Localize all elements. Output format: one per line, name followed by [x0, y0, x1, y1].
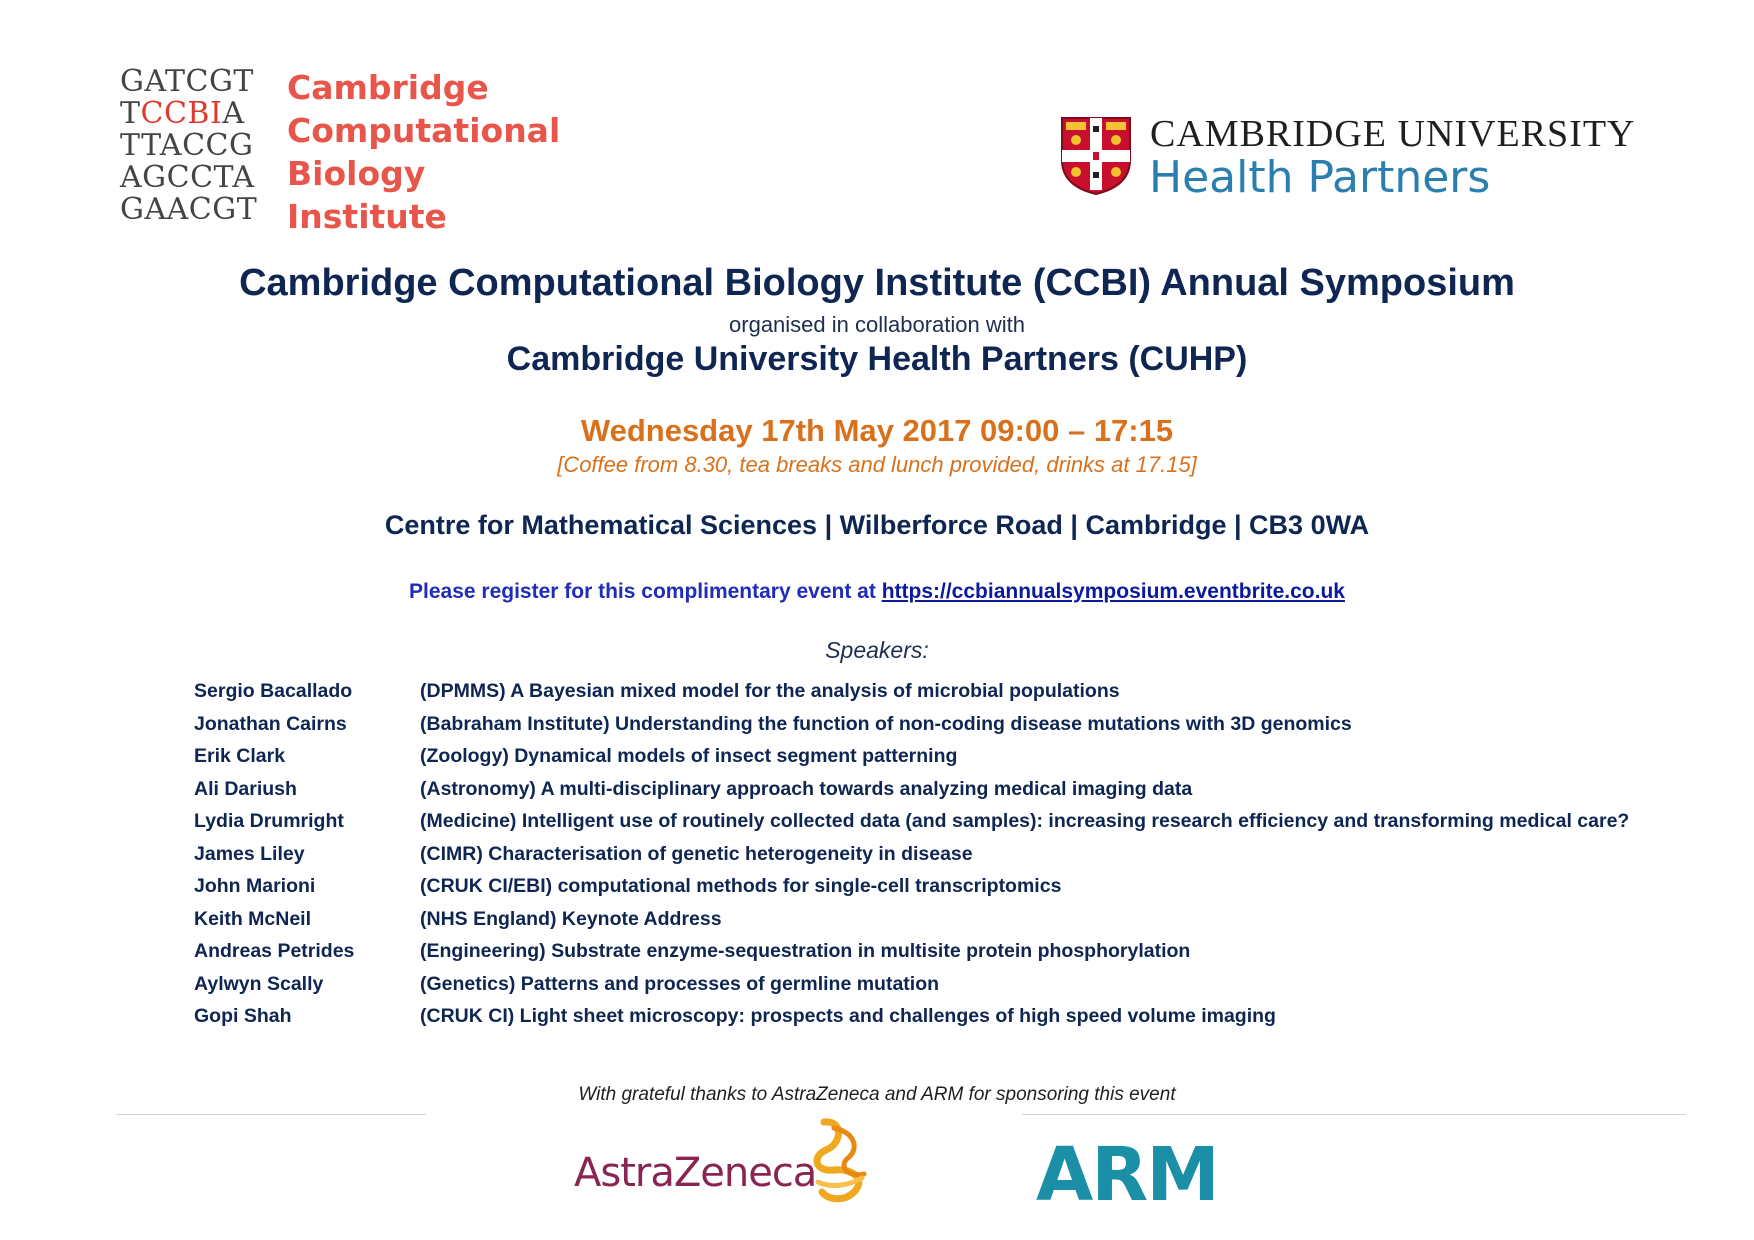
- dna-line-5: GAACGT: [120, 192, 258, 227]
- astrazeneca-swirl-icon: [804, 1118, 876, 1208]
- organised-line: organised in collaboration with: [729, 312, 1025, 337]
- dna-line-4: AGCCTA: [120, 160, 255, 195]
- cuhp-logo: [1060, 114, 1680, 204]
- ccbi-word-3: Biology: [287, 154, 426, 193]
- cuhp-name: CAMBRIDGE UNIVERSITY: [1150, 113, 1636, 155]
- speaker-talk: (DPMMS) A Bayesian mixed model for the analysis of microbial populations: [420, 680, 1120, 702]
- speaker-talk: (CIMR) Characterisation of genetic heterogeneity in disease: [420, 842, 973, 865]
- speaker-row: [194, 778, 1674, 811]
- registration-line: [0, 580, 1754, 604]
- ccbi-word-1: Cambridge: [287, 68, 489, 107]
- speaker-name: Keith McNeil: [194, 907, 312, 930]
- speaker-name: John Marioni: [194, 875, 316, 897]
- speaker-row: [194, 908, 1674, 941]
- speaker-talk: (NHS England) Keynote Address: [420, 907, 722, 930]
- page-subtitle: Cambridge University Health Partners (CUHP): [506, 340, 1248, 378]
- speaker-row: [194, 745, 1674, 778]
- speaker-row: [194, 713, 1674, 746]
- event-date: Wednesday 17th May 2017 09:00 – 17:15: [580, 413, 1174, 448]
- dna-line-1: GATCGT: [120, 64, 254, 99]
- speaker-name: Erik Clark: [194, 745, 286, 767]
- speaker-name: Aylwyn Scally: [194, 972, 324, 995]
- speaker-talk: (CRUK CI) Light sheet microscopy: prospects and challenges of high speed volume imaging: [420, 1005, 1276, 1027]
- speaker-list: [194, 680, 1674, 1038]
- registration-link[interactable]: https://ccbiannualsymposium.eventbrite.co.uk: [881, 580, 1345, 603]
- dna-line-2: TCCBIA: [120, 96, 245, 131]
- speaker-name: Jonathan Cairns: [194, 712, 347, 735]
- astrazeneca-logo: [574, 1118, 874, 1210]
- astrazeneca-wordmark: AstraZeneca: [574, 1150, 817, 1196]
- speaker-name: Lydia Drumright: [194, 810, 344, 832]
- speaker-talk: (Engineering) Substrate enzyme-sequestration in multisite protein phosphorylation: [420, 940, 1191, 962]
- cuhp-subtitle: Health Partners: [1149, 152, 1491, 203]
- sponsor-thanks: With grateful thanks to AstraZeneca and ARM for sponsoring this event: [578, 1084, 1176, 1105]
- page-title: Cambridge Computational Biology Institute (CCBI) Annual Symposium: [239, 262, 1515, 304]
- arm-logo: ARM: [1036, 1132, 1218, 1218]
- speaker-row: [194, 940, 1674, 973]
- speaker-name: Gopi Shah: [194, 1005, 292, 1027]
- speaker-row: [194, 810, 1674, 843]
- event-refreshments: [Coffee from 8.30, tea breaks and lunch provided, drinks at 17.15]: [557, 452, 1197, 477]
- registration-text: Please register for this complimentary event at: [409, 580, 882, 603]
- ccbi-dna-sequence: [120, 66, 257, 226]
- speaker-row: [194, 680, 1674, 713]
- ccbi-logo-wordmark: [287, 66, 560, 238]
- ccbi-word-2: Computational: [287, 111, 561, 150]
- ccbi-word-4: Institute: [287, 197, 447, 236]
- speaker-row: [194, 843, 1674, 876]
- university-crest-icon: [1060, 116, 1132, 196]
- speaker-talk: (Genetics) Patterns and processes of germline mutation: [420, 972, 940, 995]
- footer-divider-left: [116, 1114, 426, 1115]
- speaker-talk: (Astronomy) A multi-disciplinary approach towards analyzing medical imaging data: [420, 777, 1193, 800]
- speaker-talk: (CRUK CI/EBI) computational methods for single-cell transcriptomics: [420, 875, 1062, 897]
- event-venue: Centre for Mathematical Sciences | Wilberforce Road | Cambridge | CB3 0WA: [384, 510, 1370, 540]
- speaker-name: Andreas Petrides: [194, 940, 355, 962]
- speaker-name: James Liley: [194, 842, 305, 865]
- speaker-name: Ali Dariush: [194, 777, 297, 800]
- footer-divider-right: [1022, 1114, 1686, 1115]
- speaker-row: [194, 973, 1674, 1006]
- speaker-row: [194, 875, 1674, 908]
- dna-line-3: TTACCG: [120, 128, 254, 163]
- speaker-name: Sergio Bacallado: [194, 680, 353, 702]
- speaker-row: [194, 1005, 1674, 1038]
- speaker-talk: (Medicine) Intelligent use of routinely collected data (and samples): increasing research efficiency and transforming medical care?: [420, 810, 1630, 832]
- speaker-talk: (Zoology) Dynamical models of insect segment patterning: [420, 745, 958, 767]
- ccbi-logo: [120, 64, 561, 236]
- speakers-heading: Speakers:: [825, 637, 929, 663]
- speaker-talk: (Babraham Institute) Understanding the function of non-coding disease mutations with 3D genomics: [420, 712, 1352, 735]
